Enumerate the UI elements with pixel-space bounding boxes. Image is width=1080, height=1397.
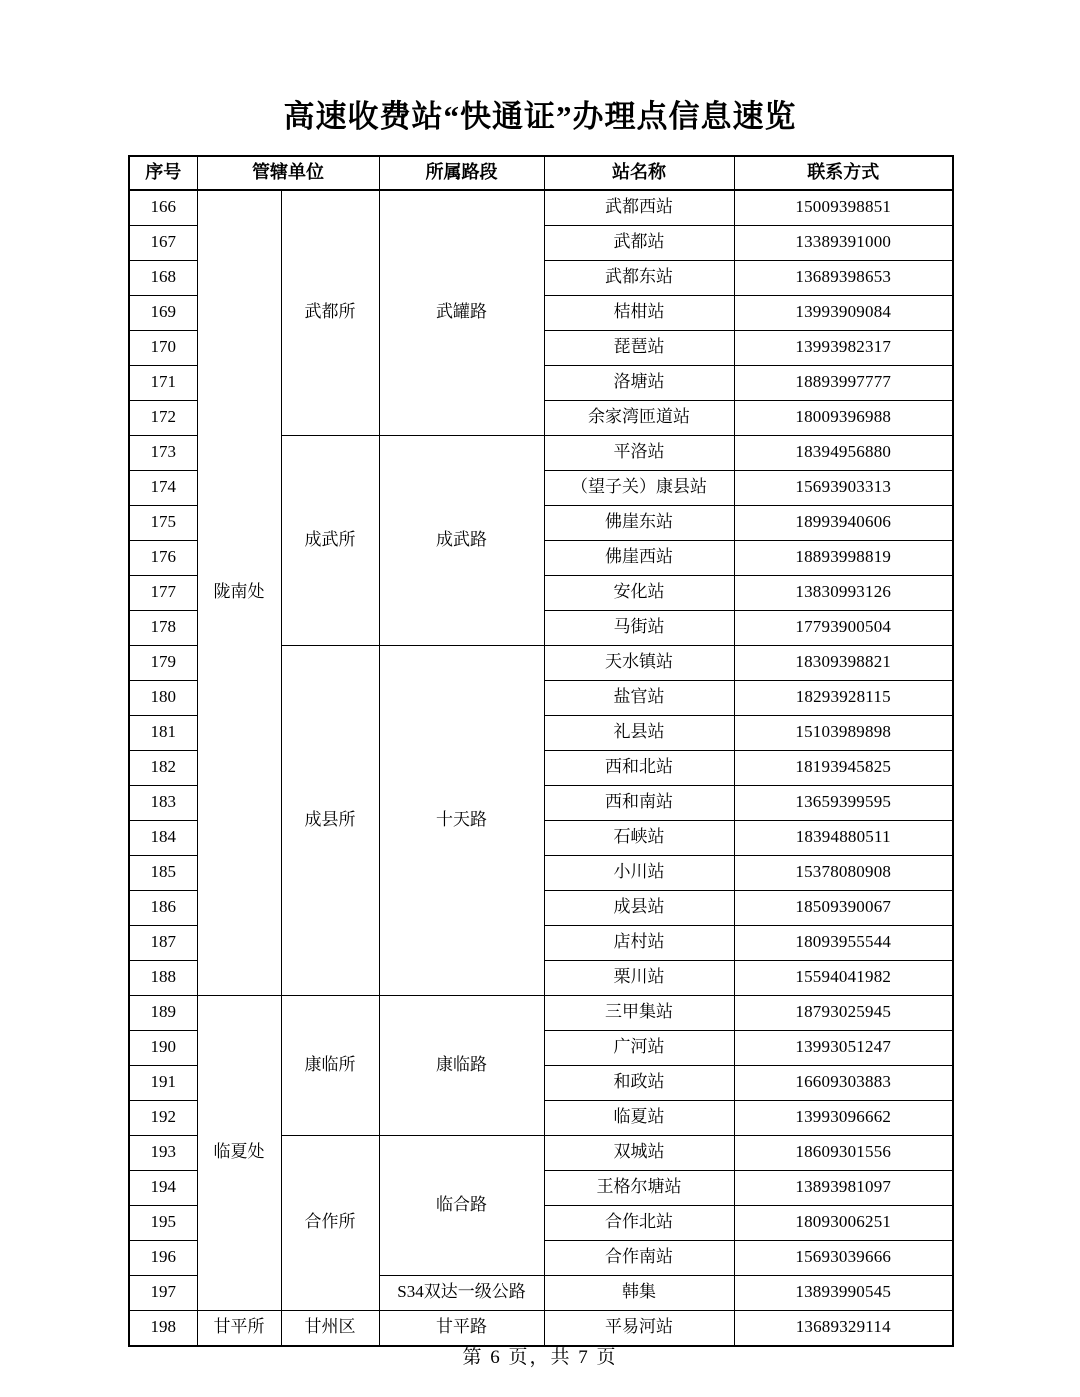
cell-contact: 13993051247 — [734, 1030, 953, 1065]
cell-station: （望子关）康县站 — [544, 470, 734, 505]
cell-contact: 13689398653 — [734, 260, 953, 295]
cell-station: 洛塘站 — [544, 365, 734, 400]
cell-index: 193 — [129, 1135, 197, 1170]
cell-station: 广河站 — [544, 1030, 734, 1065]
cell-contact: 15009398851 — [734, 190, 953, 226]
cell-station: 栗川站 — [544, 960, 734, 995]
cell-road: 康临路 — [379, 995, 544, 1135]
column-header-index: 序号 — [129, 156, 197, 190]
cell-index: 181 — [129, 715, 197, 750]
table-row — [129, 995, 953, 1030]
cell-contact: 13659399595 — [734, 785, 953, 820]
cell-station: 临夏站 — [544, 1100, 734, 1135]
cell-index: 170 — [129, 330, 197, 365]
cell-station: 佛崖东站 — [544, 505, 734, 540]
table-body — [129, 190, 953, 1346]
cell-station: 三甲集站 — [544, 995, 734, 1030]
cell-contact: 18893997777 — [734, 365, 953, 400]
cell-station: 武都东站 — [544, 260, 734, 295]
cell-office: 甘州区 — [281, 1310, 379, 1346]
cell-station: 天水镇站 — [544, 645, 734, 680]
cell-station: 合作南站 — [544, 1240, 734, 1275]
cell-index: 172 — [129, 400, 197, 435]
cell-contact: 18793025945 — [734, 995, 953, 1030]
column-header-contact: 联系方式 — [734, 156, 953, 190]
cell-station: 成县站 — [544, 890, 734, 925]
column-header-unit: 管辖单位 — [197, 156, 379, 190]
cell-index: 192 — [129, 1100, 197, 1135]
cell-contact: 18093006251 — [734, 1205, 953, 1240]
cell-station: 武都站 — [544, 225, 734, 260]
cell-index: 184 — [129, 820, 197, 855]
cell-index: 171 — [129, 365, 197, 400]
table-row — [129, 190, 953, 226]
cell-index: 180 — [129, 680, 197, 715]
cell-contact: 18609301556 — [734, 1135, 953, 1170]
cell-station: 余家湾匝道站 — [544, 400, 734, 435]
cell-contact: 18993940606 — [734, 505, 953, 540]
cell-road: 武罐路 — [379, 190, 544, 436]
cell-station: 韩集 — [544, 1275, 734, 1310]
cell-contact: 18394880511 — [734, 820, 953, 855]
cell-contact: 15693039666 — [734, 1240, 953, 1275]
cell-contact: 15693903313 — [734, 470, 953, 505]
cell-index: 176 — [129, 540, 197, 575]
table-header-row — [129, 156, 953, 190]
cell-contact: 16609303883 — [734, 1065, 953, 1100]
cell-index: 186 — [129, 890, 197, 925]
table-row — [129, 1310, 953, 1346]
cell-station: 石峡站 — [544, 820, 734, 855]
cell-contact: 18509390067 — [734, 890, 953, 925]
cell-office: 康临所 — [281, 995, 379, 1135]
cell-office: 成县所 — [281, 645, 379, 995]
cell-road: S34双达一级公路 — [379, 1275, 544, 1310]
cell-road: 甘平路 — [379, 1310, 544, 1346]
cell-index: 195 — [129, 1205, 197, 1240]
cell-contact: 18009396988 — [734, 400, 953, 435]
cell-index: 191 — [129, 1065, 197, 1100]
cell-contact: 13689329114 — [734, 1310, 953, 1346]
cell-index: 198 — [129, 1310, 197, 1346]
cell-index: 173 — [129, 435, 197, 470]
cell-office: 成武所 — [281, 435, 379, 645]
toll-station-table — [128, 155, 954, 1347]
cell-station: 马街站 — [544, 610, 734, 645]
cell-contact: 13893990545 — [734, 1275, 953, 1310]
cell-index: 190 — [129, 1030, 197, 1065]
cell-contact: 13893981097 — [734, 1170, 953, 1205]
cell-station: 王格尔塘站 — [544, 1170, 734, 1205]
cell-office: 武都所 — [281, 190, 379, 436]
cell-unit: 临夏处 — [197, 995, 281, 1310]
cell-contact: 18893998819 — [734, 540, 953, 575]
cell-station: 店村站 — [544, 925, 734, 960]
cell-office: 合作所 — [281, 1135, 379, 1310]
cell-index: 196 — [129, 1240, 197, 1275]
cell-contact: 18293928115 — [734, 680, 953, 715]
cell-index: 183 — [129, 785, 197, 820]
cell-index: 174 — [129, 470, 197, 505]
cell-index: 194 — [129, 1170, 197, 1205]
cell-index: 169 — [129, 295, 197, 330]
cell-contact: 18394956880 — [734, 435, 953, 470]
cell-station: 平易河站 — [544, 1310, 734, 1346]
page-footer: 第 6 页，共 7 页 — [462, 1347, 618, 1368]
cell-contact: 13993982317 — [734, 330, 953, 365]
cell-station: 桔柑站 — [544, 295, 734, 330]
cell-index: 177 — [129, 575, 197, 610]
cell-road: 十天路 — [379, 645, 544, 995]
column-header-station: 站名称 — [544, 156, 734, 190]
cell-index: 178 — [129, 610, 197, 645]
cell-contact: 13389391000 — [734, 225, 953, 260]
cell-contact: 15103989898 — [734, 715, 953, 750]
cell-station: 小川站 — [544, 855, 734, 890]
cell-unit: 甘平所 — [197, 1310, 281, 1346]
cell-index: 179 — [129, 645, 197, 680]
column-header-road: 所属路段 — [379, 156, 544, 190]
cell-station: 安化站 — [544, 575, 734, 610]
cell-index: 187 — [129, 925, 197, 960]
cell-station: 盐官站 — [544, 680, 734, 715]
cell-index: 182 — [129, 750, 197, 785]
cell-road: 成武路 — [379, 435, 544, 645]
cell-station: 礼县站 — [544, 715, 734, 750]
cell-contact: 13993909084 — [734, 295, 953, 330]
cell-index: 168 — [129, 260, 197, 295]
table-header — [129, 156, 953, 190]
cell-station: 合作北站 — [544, 1205, 734, 1240]
toll-station-table-wrapper — [128, 155, 952, 1347]
cell-station: 西和北站 — [544, 750, 734, 785]
cell-contact: 15594041982 — [734, 960, 953, 995]
cell-index: 175 — [129, 505, 197, 540]
cell-contact: 15378080908 — [734, 855, 953, 890]
cell-station: 西和南站 — [544, 785, 734, 820]
cell-index: 166 — [129, 190, 197, 226]
cell-index: 189 — [129, 995, 197, 1030]
cell-station: 和政站 — [544, 1065, 734, 1100]
cell-contact: 18193945825 — [734, 750, 953, 785]
cell-station: 双城站 — [544, 1135, 734, 1170]
page-title: 高速收费站“快通证”办理点信息速览 — [283, 99, 797, 134]
cell-contact: 13830993126 — [734, 575, 953, 610]
cell-contact: 18309398821 — [734, 645, 953, 680]
cell-contact: 17793900504 — [734, 610, 953, 645]
cell-station: 平洛站 — [544, 435, 734, 470]
cell-station: 武都西站 — [544, 190, 734, 226]
cell-road: 临合路 — [379, 1135, 544, 1275]
cell-contact: 18093955544 — [734, 925, 953, 960]
cell-station: 琵琶站 — [544, 330, 734, 365]
cell-station: 佛崖西站 — [544, 540, 734, 575]
cell-contact: 13993096662 — [734, 1100, 953, 1135]
cell-index: 185 — [129, 855, 197, 890]
cell-index: 197 — [129, 1275, 197, 1310]
cell-index: 167 — [129, 225, 197, 260]
cell-index: 188 — [129, 960, 197, 995]
cell-unit: 陇南处 — [197, 190, 281, 996]
